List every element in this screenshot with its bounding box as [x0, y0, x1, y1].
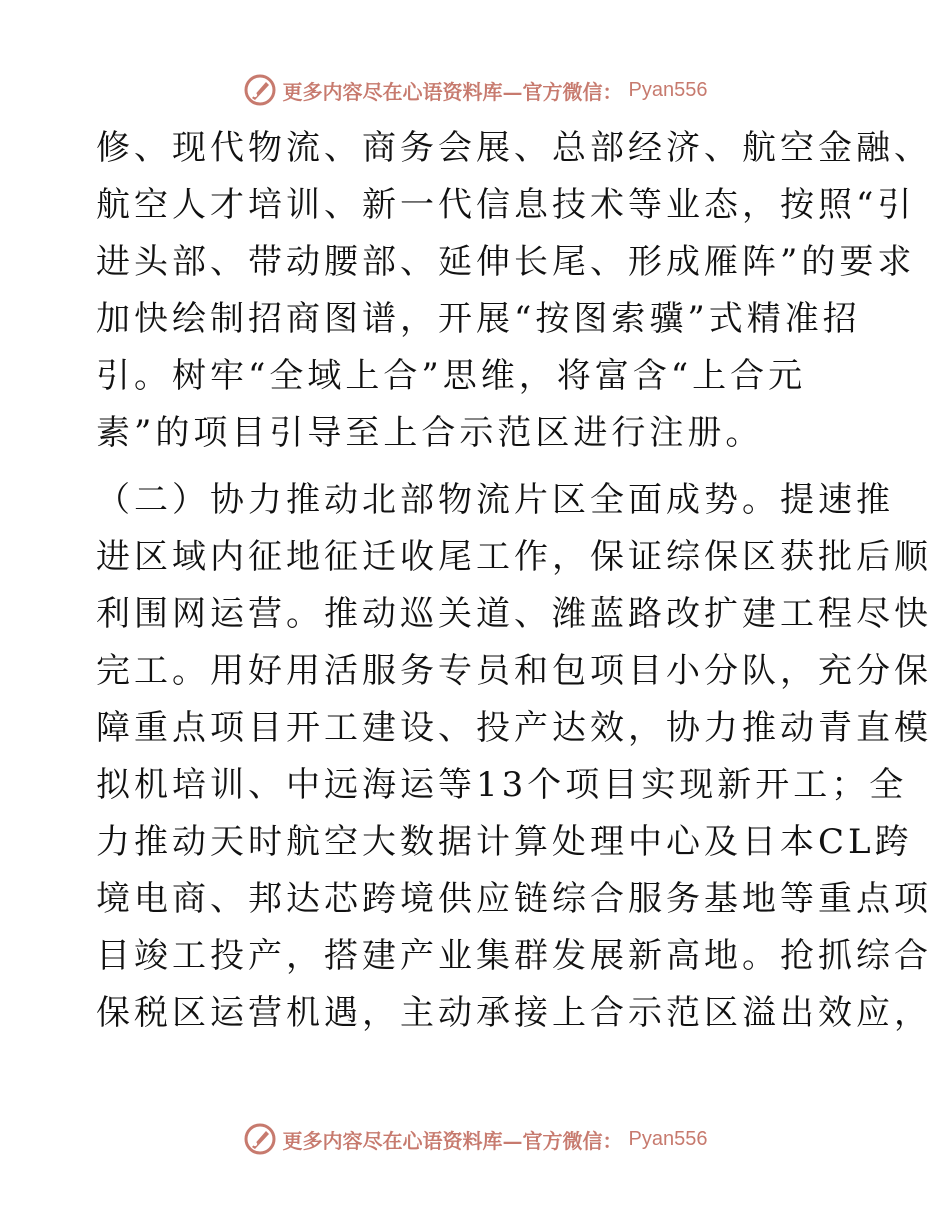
- watermark-text: 更多内容尽在心语资料库—官方微信：: [282, 79, 623, 104]
- text-line: 障重点项目开工建设、投产达效，协力推动青直模: [96, 708, 932, 748]
- watermark-text: 更多内容尽在心语资料库—官方微信：: [282, 1128, 623, 1153]
- text-line: 进区域内征地征迁收尾工作，保证综保区获批后顺: [96, 537, 932, 577]
- text-line: 进头部、带动腰部、延伸长尾、形成雁阵”的要求: [96, 242, 916, 282]
- watermark-handle: Pyan556: [628, 78, 708, 101]
- text-line: 加快绘制招商图谱，开展“按图索骥”式精准招: [96, 299, 861, 339]
- text-line: 修、现代物流、商务会展、总部经济、航空金融、: [96, 128, 932, 168]
- pen-logo-icon: [243, 1122, 277, 1156]
- pen-logo-icon: [243, 73, 277, 107]
- text-line: 利围网运营。推动巡关道、潍蓝路改扩建工程尽快: [96, 594, 932, 634]
- paragraph-1: [96, 120, 932, 462]
- text-line: 引。树牢“全域上合”思维，将富含“上合元: [96, 356, 807, 396]
- text-line: 力推动天时航空大数据计算处理中心及日本CL跨: [96, 822, 913, 862]
- document-body: [96, 120, 932, 1042]
- text-line: 拟机培训、中远海运等13个项目实现新开工；全: [96, 765, 908, 805]
- watermark-handle: Pyan556: [628, 1127, 708, 1150]
- text-line: 境电商、邦达芯跨境供应链综合服务基地等重点项: [96, 879, 932, 919]
- watermark-header: [0, 70, 950, 110]
- text-line: 目竣工投产，搭建产业集群发展新高地。抢抓综合: [96, 936, 932, 976]
- text-line: 保税区运营机遇，主动承接上合示范区溢出效应，: [96, 993, 932, 1033]
- text-line: （二）协力推动北部物流片区全面成势。提速推: [96, 480, 894, 520]
- text-line: 完工。用好用活服务专员和包项目小分队，充分保: [96, 651, 932, 691]
- watermark-footer: [0, 1119, 950, 1159]
- text-line: 航空人才培训、新一代信息技术等业态，按照“引: [96, 185, 916, 225]
- paragraph-2: [96, 472, 932, 1042]
- text-line: 素”的项目引导至上合示范区进行注册。: [96, 413, 764, 453]
